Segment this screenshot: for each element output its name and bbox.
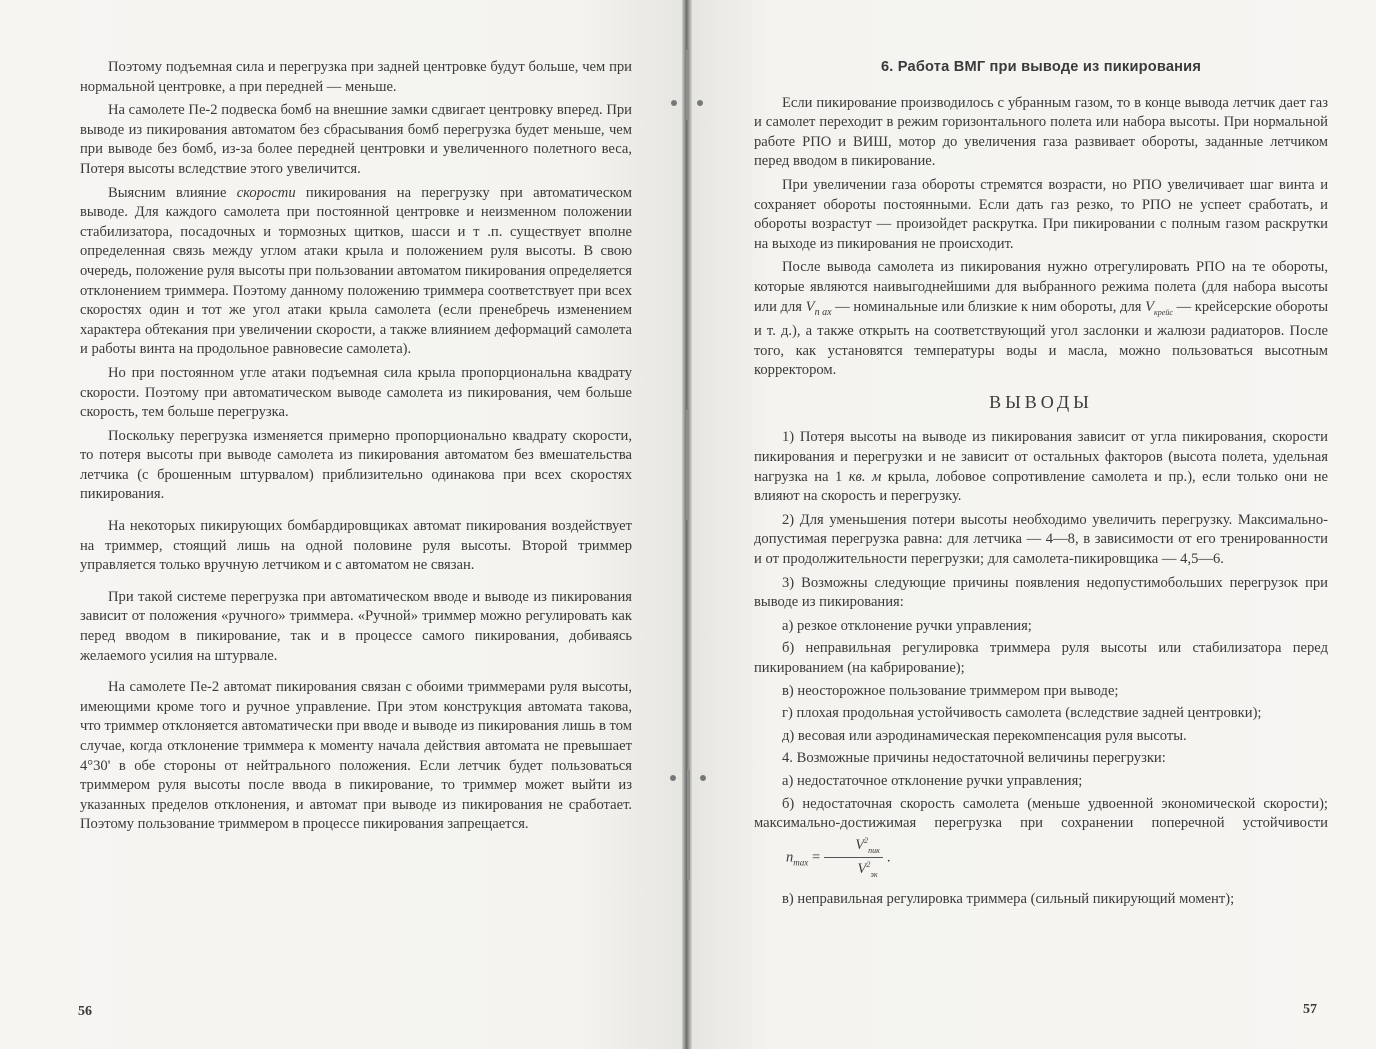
conclusion-item: 4. Возможные причины недостаточной величины перегрузки: — [782, 750, 1166, 767]
binding-hole — [671, 100, 677, 106]
formula-superscript: 2 — [864, 835, 869, 845]
binding-hole — [697, 100, 703, 106]
page-number: 56 — [78, 1004, 92, 1019]
paragraph: Поэтому подъемная сила и перегрузка при задней центровке будут больше, чем при нормальной центровке, а при передней — меньше. — [80, 59, 632, 95]
fraction-numerator — [824, 834, 883, 859]
left-text-column — [80, 58, 632, 839]
subscript: крейс — [1154, 307, 1173, 317]
list-item: б) неправильная регулировка триммера руля высоты или стабилизатора перед пикированием (на кабрирование); — [754, 640, 1328, 676]
text-run: крыла, лобовое сопротивление самолета и пр.), если только они не влияют на скорость и перегрузку. — [754, 468, 1328, 505]
book-gutter — [682, 0, 692, 1049]
formula-subscript: max — [793, 857, 809, 868]
paragraph: При увеличении газа обороты стремятся возрасти, но РПО увеличивает шаг винта и сохраняет обороты постоянными. Если дать газ резко, то РПО не успеет сработать, и обороты возрастут — произойдет раскрутка. При пикировании с полным газом раскрутки на выходе из пикирования не происходит. — [754, 176, 1328, 252]
binding-hole — [700, 775, 706, 781]
formula-symbol: n — [786, 849, 794, 866]
paragraph: На некоторых пикирующих бомбардировщиках автомат пикирования воздействует на триммер, стоящий лишь на одной половине руля высоты. Второй триммер управляется только вручную летчиком и с автоматом не связан. — [80, 518, 632, 574]
paragraph: На самолете Пе-2 автомат пикирования связан с обоими триммерами руля высоты, имеющими кроме того и ручное управление. При этом конструкция автомата такова, что триммер отклоняется автоматически при вводе и выводе из пикирования лишь в том случае, когда отклонение триммера к моменту начала действия автомата не превышает 4°30' в обе стороны от нейтрального положения. Если летчик будет пользоваться триммером руля высоты после ввода в пикирование, то триммер может выйти из указанных пределов отклонения, и автомат при выводе из пикирования не сработает. Поэтому пользование триммером в процессе пикирования запрещается. — [80, 679, 632, 833]
formula-symbol: V — [855, 836, 865, 853]
formula-superscript: 2 — [866, 860, 871, 870]
formula-n-max — [758, 834, 891, 883]
paragraph — [80, 184, 632, 360]
paragraph — [754, 258, 1328, 380]
conclusion-item: 2) Для уменьшения потери высоты необходимо увеличить перегрузку. Максимально-допустимая перегрузка равна: для летчика — 4—8, в зависимости от его тренированности и от продолжительности перегрузки; для самолета-пикировщика — 4,5—6. — [754, 511, 1328, 567]
text-run: б) недостаточная скорость самолета (меньше удвоенной экономической скорости); максимально-достижимая перегрузка при сохранении поперечной устойчивости — [754, 795, 1328, 832]
text-run: — номинальные или близкие к ним обороты, для — [831, 298, 1146, 315]
text-run: 1) Потеря высоты на выводе из пикирования зависит от угла пикирования, скорости пикирования и перегрузки и не зависит от остальных факторов (высота полета, удельная нагрузка на 1 — [754, 429, 1328, 485]
text-run: После вывода самолета из пикирования нужно отрегулировать РПО на те обороты, которые являются наивыгоднейшими для выбранного режима полета (для набора высоты или для — [754, 259, 1328, 315]
paragraph: Поскольку перегрузка изменяется примерно пропорционально квадрату скорости, то потеря высоты при выводе самолета из пикирования автоматом без вмешательства летчика (с брошенным штурвалом) приблизительно одинакова при всех скоростях пикирования. — [80, 427, 632, 503]
italic-term: скорости — [236, 184, 296, 201]
binding-stitch — [686, 410, 689, 520]
list-item: а) недостаточное отклонение ручки управления; — [782, 772, 1083, 789]
binding-hole — [670, 775, 676, 781]
paragraph: На самолете Пе-2 подвеска бомб на внешние замки сдвигает центровку вперед. При выводе из пикирования автоматом без сбрасывания бомб перегрузка будет меньше, чем при выводе без бомб, из-за более передней центровки и увеличенного полетного веса, Потеря высоты вследствие этого увеличится. — [80, 102, 632, 177]
symbol: V — [1145, 298, 1155, 315]
list-item: д) весовая или аэродинамическая перекомпенсация руля высоты. — [782, 727, 1187, 744]
symbol-v-cruise — [1145, 299, 1173, 315]
list-item: в) неправильная регулировка триммера (сильный пикирующий момент); — [782, 891, 1235, 908]
symbol: V — [805, 298, 815, 315]
formula-subscript: эк — [870, 870, 878, 880]
conclusion-item: 3) Возможны следующие причины появления недопустимобольших перегрузок при выводе из пикирования: — [754, 574, 1328, 611]
paragraph: При такой системе перегрузка при автоматическом вводе и выводе из пикирования зависит от положения «ручного» триммера. «Ручной» триммер можно регулировать как перед вводом в пикирование, так и в процессе самого пикирования, добиваясь желаемого усилия на штурвале. — [80, 588, 632, 664]
list-item: в) неосторожное пользование триммером при выводе; — [782, 682, 1119, 699]
paragraph: Но при постоянном угле атаки подъемная сила крыла пропорциональна квадрату скорости. Поэтому при автоматическом выводе самолета из пикирования, чем больше скорость, тем больше перегрузка. — [80, 364, 632, 421]
page-number: 57 — [1303, 1002, 1317, 1017]
text-run: Выясним влияние — [108, 184, 237, 201]
formula-period: . — [886, 849, 891, 866]
symbol-v-max — [805, 298, 832, 318]
binding-stitch — [687, 770, 690, 880]
binding-stitch — [686, 50, 689, 120]
right-text-column — [754, 58, 1328, 913]
formula-symbol: V — [857, 861, 867, 878]
conclusions-heading: ВЫВОДЫ — [989, 391, 1093, 412]
list-item: г) плохая продольная устойчивость самолета (вследствие задней центровки); — [782, 705, 1262, 722]
list-item — [754, 795, 1328, 883]
formula-subscript: пик — [868, 845, 880, 855]
fraction-denominator — [824, 858, 883, 882]
text-run: пикирования на перегрузку при автоматическом выводе. Для каждого самолета при постоянной центровке и неизменном положении стабилизатора, посадочных и тормозных щитков, шасси и т .п. существует вполне определенная связь между углом атаки крыла и положением руля высоты. В свою очередь, положение руля высоты при пользовании автоматом пикирования определяется отклонением триммера. Поэтому данному положению триммера соответствует при всех скоростях один и тот же угол атаки крыла самолета (если пренебречь изменением характера обтекания при увеличении скорости, а также влиянием деформаций самолета и работы винта на продольное равновесие самолета). — [80, 184, 632, 358]
subscript: n ax — [814, 306, 832, 318]
conclusion-item — [754, 428, 1328, 506]
unit: кв. м — [848, 468, 882, 485]
section-title: 6. Работа ВМГ при выводе из пикирования — [880, 59, 1202, 75]
formula-equals: = — [811, 849, 821, 866]
text-run: — крейсерские обороты и т. д.), а также открыть на соответствующий угол заслонки и жалюзи радиаторов. После того, как установятся температуры воды и масла, можно пользоваться высотным корректором. — [754, 298, 1329, 379]
formula-fraction — [824, 834, 883, 883]
paragraph: Если пикирование производилось с убранным газом, то в конце вывода летчик дает газ и самолет переходит в режим горизонтального полета или набора высоты. При нормальной работе РПО и ВИШ, мотор до увеличения газа развивает обороты, заданные летчиком перед вводом в пикирование. — [754, 94, 1328, 170]
list-item: а) резкое отклонение ручки управления; — [782, 617, 1032, 634]
